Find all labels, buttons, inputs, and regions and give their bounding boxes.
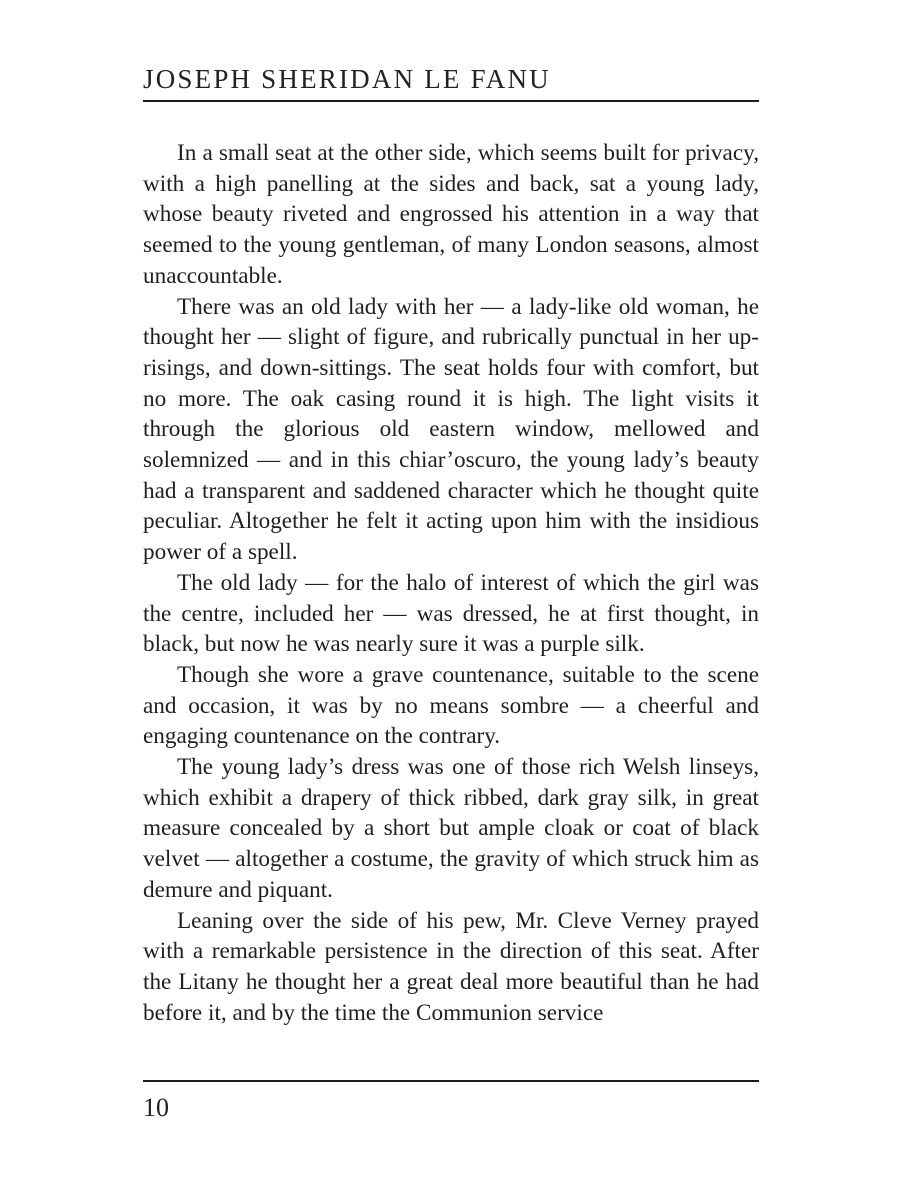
- paragraph: Leaning over the side of his pew, Mr. Cleve Verney prayed with a remarkable persistence in the direction of this seat. After the Litany he thought her a great deal more beautiful than he had before it, and by the time the Communion service: [143, 907, 759, 1026]
- author-name: JOSEPH SHERIDAN LE FANU: [143, 64, 551, 94]
- paragraph: The young lady’s dress was one of those rich Welsh linseys, which exhibit a drapery of thick ribbed, dark gray silk, in great measure concealed by a short but ample cloak or coat of black velvet — altogether a costume, the gravity of which struck him as demure and piquant.: [143, 754, 759, 903]
- running-head: [143, 62, 759, 102]
- paragraph: Though she wore a grave countenance, suitable to the scene and occasion, it was by no means sombre — a cheerful and engaging countenance on the contrary.: [143, 661, 759, 750]
- body-text: [143, 138, 759, 1028]
- paragraph: In a small seat at the other side, which seems built for privacy, with a high panelling at the sides and back, sat a young lady, whose beauty riveted and engrossed his attention in a way that seemed to the young gentleman, of many London seasons, almost unaccountable.: [143, 140, 759, 289]
- page-number: 10: [143, 1093, 169, 1122]
- paragraph: There was an old lady with her — a lady-like old woman, he thought her — slight of figure, and rubrically punctual in her up-risings, and down-sittings. The seat holds four with comfort, but no more. The oak casing round it is high. The light visits it through the glorious old eastern window, mellowed and solemnized — and in this chiar’oscuro, the young lady’s beauty had a transparent and saddened character which he thought quite peculiar. Altogether he felt it acting upon him with the insidious power of a spell.: [143, 293, 759, 566]
- paragraph: The old lady — for the halo of interest of which the girl was the centre, included her — was dressed, he at first thought, in black, but now he was nearly sure it was a purple silk.: [143, 569, 759, 658]
- footer-rule: [143, 1080, 759, 1082]
